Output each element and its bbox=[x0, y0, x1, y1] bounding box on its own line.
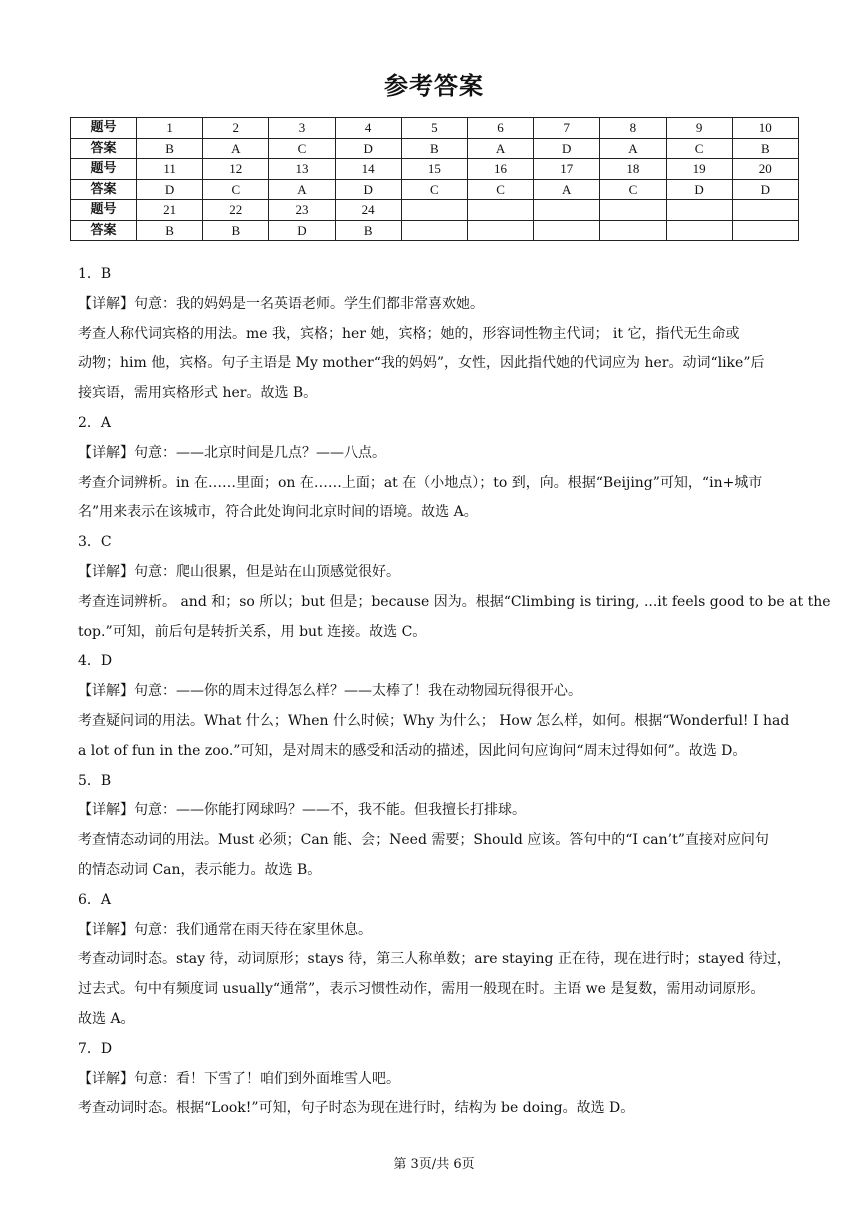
table-cell: 11 bbox=[137, 159, 203, 180]
row-header: 题号 bbox=[71, 200, 137, 221]
table-cell: A bbox=[534, 179, 600, 200]
table-cell: D bbox=[335, 138, 401, 159]
answer-table-row bbox=[71, 200, 799, 221]
row-header: 题号 bbox=[71, 159, 137, 180]
table-cell: 21 bbox=[137, 200, 203, 221]
question-answer-heading: 6．A bbox=[78, 891, 112, 908]
table-cell: 2 bbox=[203, 118, 269, 139]
table-cell: 12 bbox=[203, 159, 269, 180]
table-cell: C bbox=[203, 179, 269, 200]
table-cell: 16 bbox=[467, 159, 533, 180]
table-cell: C bbox=[269, 138, 335, 159]
table-cell: 13 bbox=[269, 159, 335, 180]
explanation-line: 【详解】句意：——你能打网球吗？——不，我不能。但我擅长打排球。 bbox=[78, 802, 526, 819]
table-cell bbox=[600, 220, 666, 241]
table-cell bbox=[600, 200, 666, 221]
explanation-line: 考查情态动词的用法。Must 必须；Can 能、会；Need 需要；Should 应该。答句中的“I can’t”直接对应问句 bbox=[78, 832, 769, 849]
explanation-line: 考查动词时态。stay 待，动词原形；stays 待，第三人称单数；are staying 正在待，现在进行时；stayed 待过， bbox=[78, 951, 791, 968]
table-cell: A bbox=[203, 138, 269, 159]
table-cell: C bbox=[666, 138, 732, 159]
explanation-line: 过去式。句中有频度词 usually“通常”，表示习惯性动作，需用一般现在时。主语 we 是复数，需用动词原形。 bbox=[78, 981, 765, 998]
explanation-line: 接宾语，需用宾格形式 her。故选 B。 bbox=[78, 385, 318, 402]
table-cell: 3 bbox=[269, 118, 335, 139]
table-cell: 7 bbox=[534, 118, 600, 139]
row-header: 答案 bbox=[71, 220, 137, 241]
table-cell bbox=[666, 200, 732, 221]
explanation-line: top.”可知，前后句是转折关系，用 but 连接。故选 C。 bbox=[78, 623, 427, 640]
table-cell: 14 bbox=[335, 159, 401, 180]
table-cell: D bbox=[335, 179, 401, 200]
table-cell: B bbox=[732, 138, 798, 159]
table-cell: 23 bbox=[269, 200, 335, 221]
explanation-line: 【详解】句意：我的妈妈是一名英语老师。学生们都非常喜欢她。 bbox=[78, 295, 484, 312]
question-answer-heading: 5．B bbox=[78, 772, 112, 789]
table-cell: 4 bbox=[335, 118, 401, 139]
table-cell bbox=[401, 220, 467, 241]
question-answer-heading: 7．D bbox=[78, 1040, 113, 1057]
table-cell bbox=[401, 200, 467, 221]
table-cell: 1 bbox=[137, 118, 203, 139]
table-cell: 10 bbox=[732, 118, 798, 139]
table-cell: C bbox=[401, 179, 467, 200]
answer-table-row bbox=[71, 118, 799, 139]
explanation-line: a lot of fun in the zoo.”可知，是对周末的感受和活动的描述，因此问句应询问“周末过得如何”。故选 D。 bbox=[78, 742, 747, 759]
question-answer-heading: 1．B bbox=[78, 266, 112, 282]
table-cell bbox=[534, 200, 600, 221]
table-cell: 8 bbox=[600, 118, 666, 139]
page-title: 参考答案 bbox=[384, 72, 484, 100]
table-cell: D bbox=[534, 138, 600, 159]
page-footer: 第 3页/共 6页 bbox=[393, 1157, 475, 1172]
explanation-line: 故选 A。 bbox=[78, 1010, 135, 1027]
table-cell: 15 bbox=[401, 159, 467, 180]
table-cell: 6 bbox=[467, 118, 533, 139]
explanation-line: 【详解】句意：我们通常在雨天待在家里休息。 bbox=[78, 921, 372, 938]
table-cell: B bbox=[203, 220, 269, 241]
table-cell: 22 bbox=[203, 200, 269, 221]
table-cell: D bbox=[269, 220, 335, 241]
explanation-line: 【详解】句意：看！下雪了！咱们到外面堆雪人吧。 bbox=[78, 1070, 400, 1087]
question-answer-heading: 2．A bbox=[78, 414, 112, 431]
explanation-line: 考查人称代词宾格的用法。me 我，宾格；her 她，宾格；她的，形容词性物主代词； it 它，指代无生命或 bbox=[78, 325, 740, 342]
explanation-line: 【详解】句意：爬山很累，但是站在山顶感觉很好。 bbox=[78, 563, 400, 580]
answer-table-row bbox=[71, 159, 799, 180]
explanation-line: 考查疑问词的用法。What 什么；When 什么时候；Why 为什么； How 怎么样，如何。根据“Wonderful! I had bbox=[78, 712, 790, 729]
row-header: 答案 bbox=[71, 179, 137, 200]
table-cell: A bbox=[269, 179, 335, 200]
table-cell: 18 bbox=[600, 159, 666, 180]
table-cell bbox=[732, 220, 798, 241]
table-cell: D bbox=[732, 179, 798, 200]
explanation-line: 动物；him 他，宾格。句子主语是 My mother“我的妈妈”，女性，因此指代她的代词应为 her。动词“like”后 bbox=[78, 355, 765, 372]
table-cell: 9 bbox=[666, 118, 732, 139]
row-header: 答案 bbox=[71, 138, 137, 159]
table-cell: 20 bbox=[732, 159, 798, 180]
answer-table bbox=[70, 117, 799, 241]
table-cell: D bbox=[137, 179, 203, 200]
table-cell: A bbox=[467, 138, 533, 159]
answer-table-row bbox=[71, 138, 799, 159]
table-cell bbox=[534, 220, 600, 241]
table-cell: 5 bbox=[401, 118, 467, 139]
table-cell: 17 bbox=[534, 159, 600, 180]
explanation-line: 考查连词辨析。 and 和；so 所以；but 但是；because 因为。根据“Climbing is tiring, ...it feels good to be at the bbox=[78, 593, 831, 610]
question-answer-heading: 4．D bbox=[78, 653, 113, 670]
table-cell: D bbox=[666, 179, 732, 200]
table-cell: B bbox=[137, 138, 203, 159]
answer-table-row bbox=[71, 179, 799, 200]
row-header: 题号 bbox=[71, 118, 137, 139]
table-cell bbox=[467, 220, 533, 241]
table-cell bbox=[732, 200, 798, 221]
table-cell bbox=[666, 220, 732, 241]
table-cell: B bbox=[137, 220, 203, 241]
explanation-line: 考查动词时态。根据“Look!”可知，句子时态为现在进行时，结构为 be doing。故选 D。 bbox=[78, 1100, 635, 1117]
table-cell: 19 bbox=[666, 159, 732, 180]
explanation-line: 考查介词辨析。in 在……里面；on 在……上面；at 在（小地点）；to 到，向。根据“Beijing”可知，“in+城市 bbox=[78, 474, 763, 491]
explanation-line: 的情态动词 Can，表示能力。故选 B。 bbox=[78, 861, 322, 878]
table-cell: B bbox=[335, 220, 401, 241]
answer-table-row bbox=[71, 220, 799, 241]
table-cell: B bbox=[401, 138, 467, 159]
table-cell bbox=[467, 200, 533, 221]
explanation-content bbox=[78, 260, 831, 1124]
question-answer-heading: 3．C bbox=[78, 534, 112, 551]
table-cell: A bbox=[600, 138, 666, 159]
explanation-line: 【详解】句意：——北京时间是几点？——八点。 bbox=[78, 444, 386, 461]
explanation-line: 名”用来表示在该城市，符合此处询问北京时间的语境。故选 A。 bbox=[78, 504, 478, 521]
table-cell: 24 bbox=[335, 200, 401, 221]
explanation-line: 【详解】句意：——你的周末过得怎么样？——太棒了！我在动物园玩得很开心。 bbox=[78, 683, 582, 700]
table-cell: C bbox=[467, 179, 533, 200]
table-cell: C bbox=[600, 179, 666, 200]
